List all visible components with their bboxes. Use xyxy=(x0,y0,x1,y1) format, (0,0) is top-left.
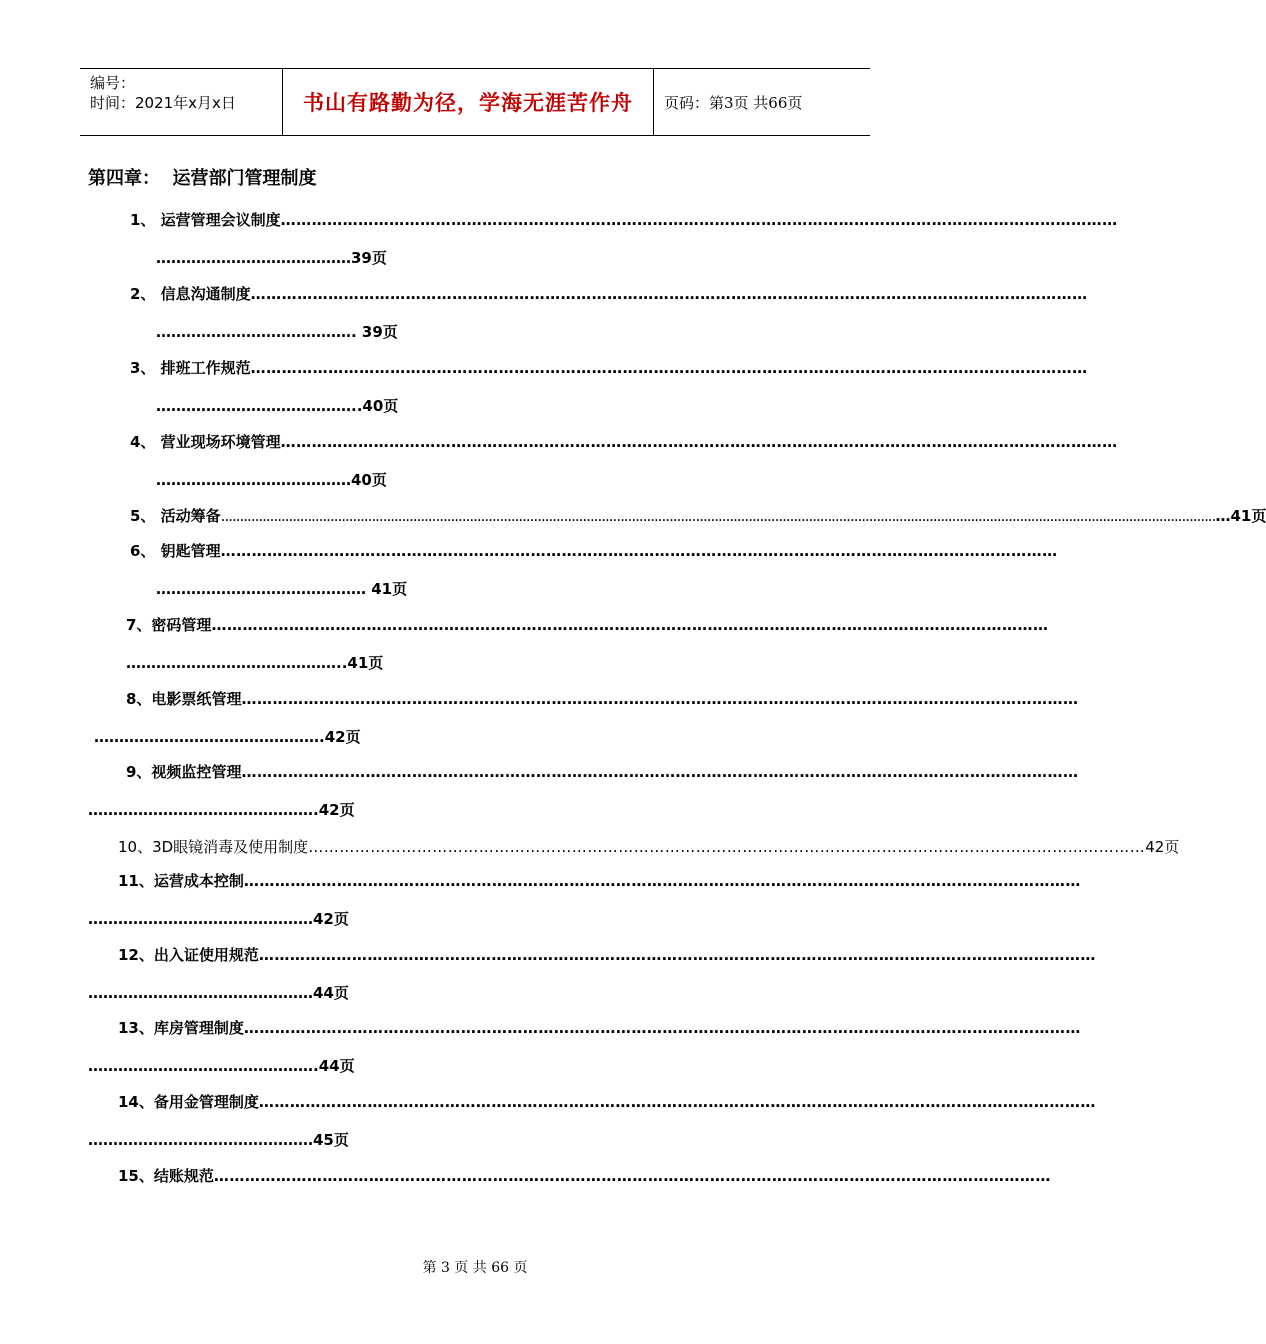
toc-continuation xyxy=(88,800,355,820)
toc-continuation xyxy=(94,727,361,747)
toc-entry-label: 4、 营业现场环境管理 xyxy=(130,433,281,451)
toc-entry-page: …41页 xyxy=(1215,507,1266,525)
toc-entry[interactable] xyxy=(130,506,1266,526)
header-left-cell xyxy=(80,69,282,135)
toc-entry-label: 6、 钥匙管理 xyxy=(130,542,221,560)
toc-entry-page: 41页 xyxy=(366,580,408,598)
toc-continuation xyxy=(88,983,349,1003)
toc-continuation xyxy=(88,1056,355,1076)
toc-continuation xyxy=(88,909,349,929)
document-number-label: 编号： xyxy=(90,74,136,92)
footer-page-text: 第 3 页 共 66 页 xyxy=(422,1260,528,1276)
toc-continuation xyxy=(88,1130,349,1150)
toc-entry-page: 39页 xyxy=(351,249,387,267)
toc-entry-label: 11、运营成本控制 xyxy=(118,872,244,890)
toc-entry-label: 7、密码管理 xyxy=(126,616,212,634)
toc-entry-label: 3、 排班工作规范 xyxy=(130,359,251,377)
toc-entry[interactable] xyxy=(130,358,1088,378)
toc-entry-label: 13、库房管理制度 xyxy=(118,1019,244,1037)
leader-dots: ……………………………………………………………………………………………………………………………………………… xyxy=(250,285,1088,303)
leader-dots: ………………………………… xyxy=(156,471,351,489)
leader-dots: ……………………………………………………………………………………………………………………………………………… xyxy=(211,616,1049,634)
leader-dots: ……………………………………………………………………………………………………………………………………………… xyxy=(220,542,1058,560)
leader-dots: ……………………………………………………………………………………………………………………………………………… xyxy=(243,1019,1081,1037)
toc-entry-label: 1、 运营管理会议制度 xyxy=(130,211,281,229)
toc-entry-label: 9、视频监控管理 xyxy=(126,763,242,781)
leader-dots: ……………………………………………………………………………………………………………………………………………… xyxy=(308,838,1146,856)
toc-continuation xyxy=(126,653,383,673)
toc-entry[interactable] xyxy=(130,541,1058,561)
toc-entry-page: .42页 xyxy=(313,801,355,819)
toc-continuation xyxy=(156,396,398,416)
toc-entry-page: ..41页 xyxy=(336,654,384,672)
header-motto: 书山有路勤为径，学海无涯苦作舟 xyxy=(282,69,654,135)
leader-dots: ……………………………………………………………………………………………………………………………………………… xyxy=(241,690,1079,708)
toc-entry[interactable] xyxy=(118,837,1180,857)
leader-dots: ……………………………………………………………………………………………………………………………………………… xyxy=(258,1093,1096,1111)
toc-entry-page: . 39页 xyxy=(351,323,398,341)
toc-entry[interactable] xyxy=(118,1092,1096,1112)
leader-dots: ……………………………………… xyxy=(88,984,313,1002)
toc-entry-label: 12、出入证使用规范 xyxy=(118,946,259,964)
leader-dots: …………………………………… xyxy=(156,580,366,598)
leader-dots: ........................................................................................................................................................................................................................................................................ xyxy=(220,507,1216,525)
leader-dots: ……………………………………………………………………………………………………………………………………………… xyxy=(241,763,1079,781)
leader-dots: ……………………………………………………………………………………………………………………………………………… xyxy=(258,946,1096,964)
toc-entry[interactable] xyxy=(118,1018,1081,1038)
toc-entry-label: 2、 信息沟通制度 xyxy=(130,285,251,303)
toc-entry[interactable] xyxy=(126,689,1079,709)
toc-entry-page: .42页 xyxy=(319,728,361,746)
toc-continuation xyxy=(156,248,387,268)
toc-entry-label: 15、结账规范 xyxy=(118,1167,214,1185)
page-footer xyxy=(0,1257,950,1277)
toc-entry-page: ..40页 xyxy=(351,397,399,415)
leader-dots: ………………………………… xyxy=(156,249,351,267)
toc-entry-label: 14、备用金管理制度 xyxy=(118,1093,259,1111)
leader-dots: …………………………………… xyxy=(126,654,336,672)
leader-dots: ……………………………………………………………………………………………………………………………………………… xyxy=(280,211,1118,229)
toc-entry[interactable] xyxy=(130,432,1118,452)
leader-dots: ………………………………… xyxy=(156,397,351,415)
toc-entry[interactable] xyxy=(130,284,1088,304)
header-page-info: 页码：第3页 共66页 xyxy=(664,93,803,112)
leader-dots: ……………………………………………………………………………………………………………………………………………… xyxy=(213,1167,1051,1185)
toc-entry-label: 8、电影票纸管理 xyxy=(126,690,242,708)
document-time-label: 时间：2021年x月x日 xyxy=(90,94,236,112)
toc-entry-page: 42页 xyxy=(1145,838,1180,856)
toc-entry-page: 44页 xyxy=(313,984,349,1002)
toc-continuation xyxy=(156,579,407,599)
toc-continuation xyxy=(156,322,398,342)
toc-entry-label: 10、3D眼镜消毒及使用制度 xyxy=(118,838,309,856)
toc-entry[interactable] xyxy=(126,762,1079,782)
leader-dots: ……………………………………………………………………………………………………………………………………………… xyxy=(243,872,1081,890)
chapter-title: 第四章： 运营部门管理制度 xyxy=(88,168,317,189)
toc-entry-page: 45页 xyxy=(313,1131,349,1149)
leader-dots: ……………………………………………………………………………………………………………………………………………… xyxy=(280,433,1118,451)
toc-entry[interactable] xyxy=(130,210,1118,230)
toc-continuation xyxy=(156,470,387,490)
leader-dots: ……………………………………… xyxy=(88,910,313,928)
toc-entry[interactable] xyxy=(126,615,1049,635)
toc-entry-label: 5、 活动筹备 xyxy=(130,507,221,525)
leader-dots: ……………………………………… xyxy=(94,728,319,746)
toc-entry[interactable] xyxy=(118,945,1096,965)
toc-entry-page: 42页 xyxy=(313,910,349,928)
toc-entry[interactable] xyxy=(118,1166,1051,1186)
leader-dots: ……………………………………… xyxy=(88,1057,313,1075)
leader-dots: ……………………………………… xyxy=(88,1131,313,1149)
leader-dots: ………………………………… xyxy=(156,323,351,341)
leader-dots: ……………………………………………………………………………………………………………………………………………… xyxy=(250,359,1088,377)
leader-dots: ……………………………………… xyxy=(88,801,313,819)
toc-entry[interactable] xyxy=(118,871,1081,891)
toc-entry-page: 40页 xyxy=(351,471,387,489)
header-table xyxy=(80,68,870,136)
toc-entry-page: .44页 xyxy=(313,1057,355,1075)
